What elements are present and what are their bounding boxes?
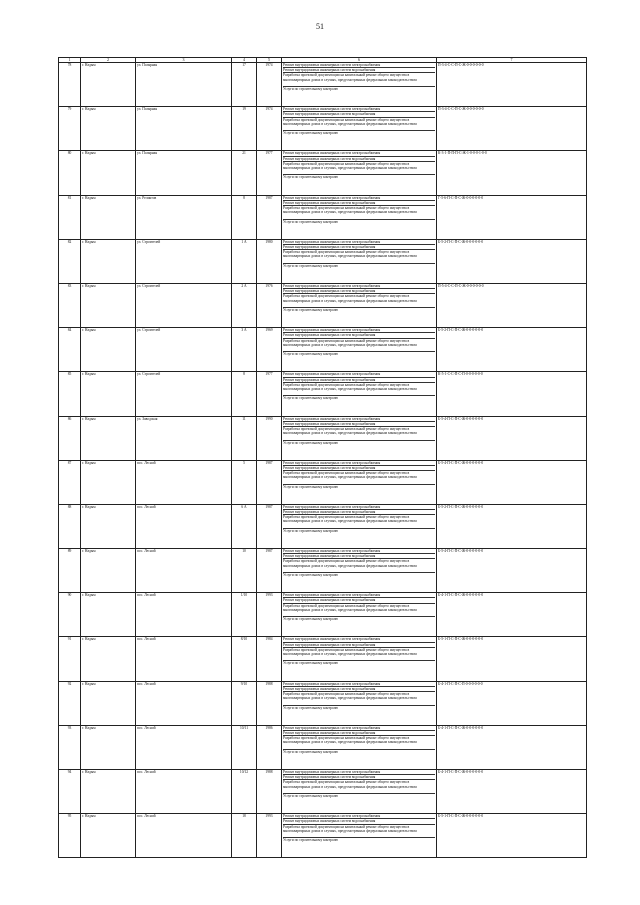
works-cell [282,681,437,725]
city-cell: г. Надым [81,549,136,593]
work-item: Разработка проектной документации на капитальный ремонт общего имущества в многоквартирных домах в случаях, предусмотренных федеральным законодательством [283,692,435,706]
row-number: 78 [59,63,81,107]
row-number: 81 [59,195,81,239]
row-number: 95 [59,814,81,858]
work-item: Услуги по строительному контролю [283,838,339,843]
table-row [59,504,587,548]
work-item: Ремонт внутридомовых инженерных систем водоснабжения [283,201,435,206]
street-cell: пос. Лесной [136,725,232,769]
house-number-cell: 10/11 [232,725,257,769]
code-cell: Б-5-4-П-С-П-С-Ж-0-0-0-0-0-0 [437,416,587,460]
works-cell [282,814,437,858]
street-cell: пос. Лесной [136,504,232,548]
work-item: Услуги по строительному контролю [283,661,339,666]
city-cell: г. Надым [81,283,136,327]
work-item: Ремонт внутридомовых инженерных систем электроснабжения [283,151,435,156]
work-item: Услуги по строительному контролю [283,528,339,533]
work-item: Услуги по строительному контролю [283,705,339,710]
street-cell: ул. Строителей [136,239,232,283]
row-number: 90 [59,593,81,637]
street-cell: ул. Реликтов [136,195,232,239]
house-number-cell: 10 [232,549,257,593]
row-number: 88 [59,504,81,548]
build-year-cell: 1988 [257,770,282,814]
row-number: 92 [59,681,81,725]
code-cell: Б-5-2-П-С-П-С-Ж-0-0-0-0-0-0 [437,328,587,372]
row-number: 84 [59,328,81,372]
house-number-cell: 8 [232,372,257,416]
work-item: Ремонт внутридомовых инженерных систем электроснабжения [283,417,435,422]
column-header: 4 [232,58,257,63]
work-item: Разработка проектной документации на капитальный ремонт общего имущества в многоквартирных домах в случаях, предусмотренных федеральным законодательством [283,162,435,176]
work-item: Ремонт внутридомовых инженерных систем электроснабжения [283,284,435,289]
work-item: Ремонт внутридомовых инженерных систем электроснабжения [283,770,435,775]
code-cell: Б-4-1-П-С-П-С-Ж-0-0-0-0-0-0 [437,593,587,637]
build-year-cell: 1988 [257,681,282,725]
street-cell: пос. Лесной [136,593,232,637]
table-row [59,814,587,858]
work-item: Ремонт внутридомовых инженерных систем водоснабжения [283,466,435,471]
work-item: Разработка проектной документации на капитальный ремонт общего имущества в многоквартирных домах в случаях, предусмотренных федеральным законодательством [283,780,435,794]
table-row [59,770,587,814]
row-number: 82 [59,239,81,283]
street-cell: пос. Лесной [136,814,232,858]
city-cell: г. Надым [81,460,136,504]
city-cell: г. Надым [81,107,136,151]
city-cell: г. Надым [81,416,136,460]
row-number: 91 [59,637,81,681]
build-year-cell: 1987 [257,460,282,504]
work-item: Услуги по строительному контролю [283,617,339,622]
column-header: 5 [257,58,282,63]
house-number-cell: 9/10 [232,681,257,725]
work-item: Ремонт внутридомовых инженерных систем электроснабжения [283,637,435,642]
work-item: Ремонт внутридомовых инженерных систем электроснабжения [283,549,435,554]
works-cell [282,770,437,814]
work-item: Разработка проектной документации на капитальный ремонт общего имущества в многоквартирных домах в случаях, предусмотренных федеральным законодательством [283,118,435,132]
street-cell: ул. Полярная [136,151,232,195]
house-number-cell: 10/12 [232,770,257,814]
code-cell: П-3-4-С-С-П-С-Ж-0-0-0-0-0-0 [437,63,587,107]
table-row [59,283,587,327]
build-year-cell: 1993 [257,593,282,637]
work-item: Разработка проектной документации на капитальный ремонт общего имущества в многоквартирных домах в случаях, предусмотренных федеральным законодательством [283,339,435,353]
city-cell: г. Надым [81,681,136,725]
build-year-cell: 1987 [257,195,282,239]
column-header: 2 [81,58,136,63]
code-cell: П-5-4-С-С-П-С-Ж-0-0-0-0-0-0 [437,283,587,327]
city-cell: г. Надым [81,195,136,239]
row-number: 85 [59,372,81,416]
row-number: 87 [59,460,81,504]
works-cell [282,416,437,460]
city-cell: г. Надым [81,151,136,195]
work-item: Услуги по строительному контролю [283,263,339,268]
house-number-cell: 1 А [232,239,257,283]
house-number-cell: 17 [232,63,257,107]
works-cell [282,107,437,151]
build-year-cell: 1987 [257,504,282,548]
work-item: Услуги по строительному контролю [283,219,339,224]
city-cell: г. Надым [81,328,136,372]
build-year-cell: 1977 [257,151,282,195]
column-header: 6 [282,58,437,63]
build-year-cell: 1993 [257,814,282,858]
table-row [59,195,587,239]
house-number-cell: 11 [232,416,257,460]
house-number-cell: 5 [232,460,257,504]
works-cell [282,372,437,416]
house-number-cell: 2 А [232,283,257,327]
work-item: Ремонт внутридомовых инженерных систем электроснабжения [283,372,435,377]
code-cell: Г-5-6-П-С-П-С-Ж-0-0-0-0-0-0 [437,195,587,239]
row-number: 89 [59,549,81,593]
table-row [59,681,587,725]
column-header: 1 [59,58,81,63]
work-item: Разработка проектной документации на капитальный ремонт общего имущества в многоквартирных домах в случаях, предусмотренных федеральным законодательством [283,604,435,618]
code-cell: Б-4-1-П-С-П-С-Ж-0-0-0-0-0-0 [437,770,587,814]
house-number-cell: 19 [232,107,257,151]
page-number: 51 [316,22,324,31]
works-cell [282,63,437,107]
work-item: Ремонт внутридомовых инженерных систем водоснабжения [283,378,435,383]
work-item: Ремонт внутридомовых инженерных систем электроснабжения [283,814,435,819]
house-number-cell: 3 А [232,328,257,372]
work-item: Услуги по строительному контролю [283,131,339,136]
work-item: Ремонт внутридомовых инженерных систем электроснабжения [283,328,435,333]
street-cell: пос. Лесной [136,681,232,725]
street-cell: пос. Лесной [136,770,232,814]
code-cell: К-5-1-С-С-П-С-П-0-0-0-0-0-0 [437,372,587,416]
code-cell: Б-5-2-П-С-П-С-Ж-0-0-0-0-0-0 [437,504,587,548]
work-item: Ремонт внутридомовых инженерных систем водоснабжения [283,510,435,515]
work-item: Разработка проектной документации на капитальный ремонт общего имущества в многоквартирных домах в случаях, предусмотренных федеральным законодательством [283,515,435,529]
code-cell: Б-5-1-П-С-П-С-Ж-0-0-0-0-0-0 [437,637,587,681]
code-cell: П-3-4-С-С-П-С-Ж-0-0-0-0-0-0 [437,107,587,151]
house-number-cell: 8 [232,195,257,239]
work-item: Разработка проектной документации на капитальный ремонт общего имущества в многоквартирных домах в случаях, предусмотренных федеральным законодательством [283,294,435,308]
works-cell [282,593,437,637]
city-cell: г. Надым [81,637,136,681]
work-item: Разработка проектной документации на капитальный ремонт общего имущества в многоквартирных домах в случаях, предусмотренных федеральным законодательством [283,648,435,662]
city-cell: г. Надым [81,593,136,637]
works-cell [282,549,437,593]
build-year-cell: 1976 [257,283,282,327]
street-cell: пос. Лесной [136,460,232,504]
work-item: Услуги по строительному контролю [283,573,339,578]
street-cell: ул. Полярная [136,63,232,107]
column-header: 3 [136,58,232,63]
work-item: Ремонт внутридомовых инженерных систем электроснабжения [283,682,435,687]
work-item: Услуги по строительному контролю [283,396,339,401]
works-cell [282,283,437,327]
street-cell: пос. Лесной [136,549,232,593]
code-cell: Б-5-4-П-С-П-С-Ж-0-0-0-0-0-0 [437,460,587,504]
work-item: Ремонт внутридомовых инженерных систем электроснабжения [283,593,435,598]
house-number-cell: 1/10 [232,593,257,637]
work-item: Ремонт внутридомовых инженерных систем водоснабжения [283,112,435,117]
work-item: Разработка проектной документации на капитальный ремонт общего имущества в многоквартирных домах в случаях, предусмотренных федеральным законодательством [283,73,435,87]
work-item: Ремонт внутридомовых инженерных систем водоснабжения [283,289,435,294]
house-number-cell: 21 [232,151,257,195]
work-item: Услуги по строительному контролю [283,440,339,445]
house-number-cell: 8/10 [232,637,257,681]
work-item: Услуги по строительному контролю [283,749,339,754]
work-item: Ремонт внутридомовых инженерных систем водоснабжения [283,598,435,603]
works-cell [282,328,437,372]
build-year-cell: 1987 [257,549,282,593]
table-row [59,107,587,151]
table-row [59,63,587,107]
work-item: Ремонт внутридомовых инженерных систем водоснабжения [283,422,435,427]
table-row [59,239,587,283]
city-cell: г. Надым [81,814,136,858]
column-header: 7 [437,58,587,63]
table-row [59,637,587,681]
work-item: Ремонт внутридомовых инженерных систем водоснабжения [283,819,435,824]
city-cell: г. Надым [81,63,136,107]
street-cell: ул. Заводская [136,416,232,460]
work-item: Услуги по строительному контролю [283,87,339,91]
table-row [59,328,587,372]
work-item: Разработка проектной документации на капитальный ремонт общего имущества в многоквартирных домах в случаях, предусмотренных федеральным законодательством [283,250,435,264]
work-item: Ремонт внутридомовых инженерных систем водоснабжения [283,68,435,73]
work-item: Ремонт внутридомовых инженерных систем водоснабжения [283,687,435,692]
build-year-cell: 1990 [257,416,282,460]
table-row [59,549,587,593]
code-cell: Б-5-2-П-С-П-С-Ж-0-0-0-0-0-0 [437,239,587,283]
row-number: 86 [59,416,81,460]
street-cell: ул. Строителей [136,372,232,416]
works-cell [282,460,437,504]
work-item: Ремонт внутридомовых инженерных систем водоснабжения [283,643,435,648]
table-row [59,151,587,195]
table-row [59,593,587,637]
work-item: Ремонт внутридомовых инженерных систем водоснабжения [283,731,435,736]
work-item: Разработка проектной документации на капитальный ремонт общего имущества в многоквартирных домах в случаях, предусмотренных федеральным законодательством [283,559,435,573]
city-cell: г. Надым [81,770,136,814]
work-item: Разработка проектной документации на капитальный ремонт общего имущества в многоквартирных домах в случаях, предусмотренных федеральным законодательством [283,825,435,839]
work-item: Разработка проектной документации на капитальный ремонт общего имущества в многоквартирных домах в случаях, предусмотренных федеральным законодательством [283,427,435,441]
works-cell [282,151,437,195]
code-cell: Б-4-1-П-С-П-С-Ж-0-0-0-0-0-0 [437,725,587,769]
works-cell [282,195,437,239]
work-item: Услуги по строительному контролю [283,484,339,489]
work-item: Ремонт внутридомовых инженерных систем электроснабжения [283,196,435,201]
build-year-cell: 1986 [257,725,282,769]
works-cell [282,239,437,283]
work-item: Ремонт внутридомовых инженерных систем электроснабжения [283,107,435,112]
city-cell: г. Надым [81,504,136,548]
build-year-cell: 1974 [257,107,282,151]
work-item: Услуги по строительному контролю [283,307,339,312]
build-year-cell: 1977 [257,372,282,416]
work-item: Ремонт внутридомовых инженерных систем электроснабжения [283,505,435,510]
city-cell: г. Надым [81,372,136,416]
work-item: Услуги по строительному контролю [283,352,339,357]
house-number-cell: 18 [232,814,257,858]
city-cell: г. Надым [81,725,136,769]
works-cell [282,725,437,769]
build-year-cell: 1969 [257,328,282,372]
work-item: Услуги по строительному контролю [283,175,339,180]
table-row [59,372,587,416]
table-row [59,416,587,460]
work-item: Ремонт внутридомовых инженерных систем водоснабжения [283,245,435,250]
street-cell: ул. Полярная [136,107,232,151]
build-year-cell: 1974 [257,63,282,107]
row-number: 94 [59,770,81,814]
house-number-cell: 6 А [232,504,257,548]
work-item: Ремонт внутридомовых инженерных систем водоснабжения [283,775,435,780]
works-cell [282,504,437,548]
street-cell: ул. Строителей [136,283,232,327]
row-number: 83 [59,283,81,327]
work-item: Ремонт внутридомовых инженерных систем электроснабжения [283,240,435,245]
table-row [59,460,587,504]
city-cell: г. Надым [81,239,136,283]
build-year-cell: 1980 [257,239,282,283]
work-item: Разработка проектной документации на капитальный ремонт общего имущества в многоквартирных домах в случаях, предусмотренных федеральным законодательством [283,471,435,485]
work-item: Разработка проектной документации на капитальный ремонт общего имущества в многоквартирных домах в случаях, предусмотренных федеральным законодательством [283,736,435,750]
work-item: Разработка проектной документации на капитальный ремонт общего имущества в многоквартирных домах в случаях, предусмотренных федеральным законодательством [283,383,435,397]
row-number: 80 [59,151,81,195]
row-number: 79 [59,107,81,151]
work-item: Ремонт внутридомовых инженерных систем электроснабжения [283,461,435,466]
build-year-cell: 1984 [257,637,282,681]
street-cell: пос. Лесной [136,637,232,681]
code-cell: Б-4-1-П-С-П-С-П-0-0-0-0-0-0 [437,681,587,725]
street-cell: ул. Строителей [136,328,232,372]
code-cell: Б-5-4-П-С-П-С-Ж-0-0-0-0-0-0 [437,549,587,593]
code-cell: Б-5-1-П-С-П-С-Ж-0-0-0-0-0-0 [437,814,587,858]
buildings-table [58,57,587,858]
work-item: Ремонт внутридомовых инженерных систем водоснабжения [283,554,435,559]
work-item: Ремонт внутридомовых инженерных систем электроснабжения [283,63,435,68]
row-number: 93 [59,725,81,769]
work-item: Разработка проектной документации на капитальный ремонт общего имущества в многоквартирных домах в случаях, предусмотренных федеральным законодательством [283,206,435,220]
work-item: Ремонт внутридомовых инженерных систем водоснабжения [283,333,435,338]
work-item: Ремонт внутридомовых инженерных систем водоснабжения [283,157,435,162]
code-cell: К-3-1-П-П-П-С-Ж-1-0-0-0-1-0-0 [437,151,587,195]
work-item: Ремонт внутридомовых инженерных систем электроснабжения [283,726,435,731]
work-item: Услуги по строительному контролю [283,794,339,798]
table-row [59,725,587,769]
works-cell [282,637,437,681]
